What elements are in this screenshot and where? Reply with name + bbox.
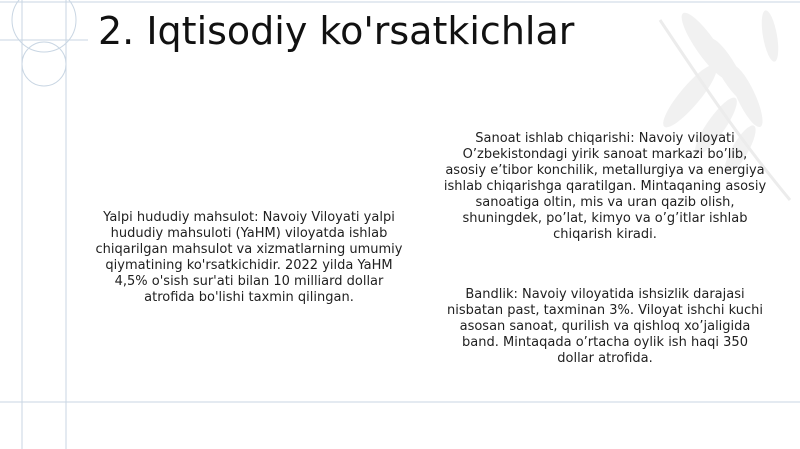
gdp-text-block: Yalpi hududiy mahsulot: Navoiy Viloyati yalpi hududiy mahsuloti (YaHM) viloyatda ishlab chiqarilgan mahsulot va xizmatlarning umumiy qiymatining ko'rsatkichidir. 2022 yilda YaHM 4,5% o'sish sur'ati bilan 10 milliard dollar atrofida bo'lishi taxmin qilingan. xyxy=(95,210,403,305)
employment-text-block: Bandlik: Navoiy viloyatida ishsizlik darajasi nisbatan past, taxminan 3%. Viloyat ishchi kuchi asosan sanoat, qurilish va qishloq xo’jaligida band. Mintaqada o’rtacha oylik ish haqi 350 dollar atrofida. xyxy=(447,287,763,366)
industry-text-block: Sanoat ishlab chiqarishi: Navoiy viloyati O’zbekistondagi yirik sanoat markazi bo’lib, asosiy e’tibor konchilik, metallurgiya va energiya ishlab chiqarishga qaratilgan. Mintaqaning asosiy sanoatiga oltin, mis va uran qazib olish, shuningdek, po’lat, kimyo va o’g’itlar ishlab chiqarish kiradi. xyxy=(443,131,767,242)
page-title: 2. Iqtisodiy ko'rsatkichlar xyxy=(98,9,575,53)
